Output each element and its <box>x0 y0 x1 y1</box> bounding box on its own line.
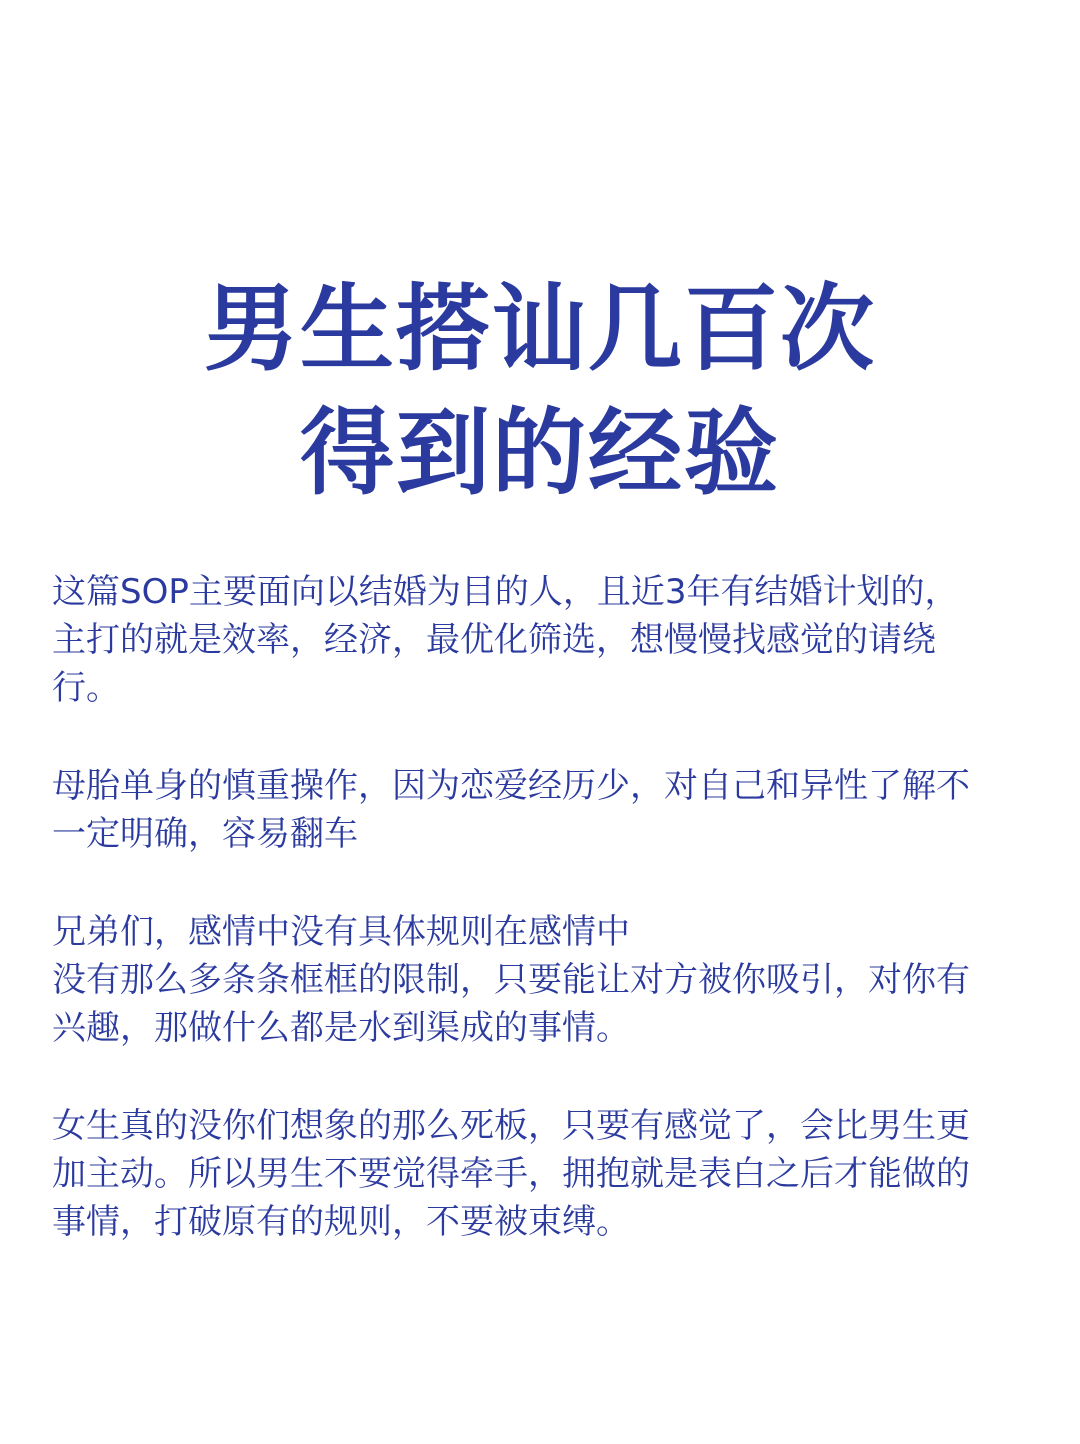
paragraph-line: 女生真的没你们想象的那么死板，只要有感觉了，会比男生更 <box>52 1106 970 1146</box>
paragraph-line: 兴趣，那做什么都是水到渠成的事情。 <box>52 1008 630 1048</box>
paragraph-line: 行。 <box>52 668 120 708</box>
paragraph-line: 没有那么多条条框框的限制，只要能让对方被你吸引，对你有 <box>52 960 970 1000</box>
paragraph-2 <box>52 762 1032 858</box>
paragraph-line: 事情，打破原有的规则，不要被束缚。 <box>52 1202 630 1242</box>
article-body <box>52 568 1032 1296</box>
paragraph-1 <box>52 568 1032 712</box>
paragraph-line: 一定明确，容易翻车 <box>52 814 358 854</box>
paragraph-line: 兄弟们，感情中没有具体规则在感情中 <box>52 912 630 952</box>
paragraph-line: 主打的就是效率，经济，最优化筛选，想慢慢找感觉的请绕 <box>52 620 936 660</box>
title-line-1: 男生搭讪几百次 <box>203 274 876 384</box>
paragraph-line: 母胎单身的慎重操作，因为恋爱经历少，对自己和异性了解不 <box>52 766 970 806</box>
title-line-2: 得到的经验 <box>299 398 780 508</box>
paragraph-4 <box>52 1102 1032 1246</box>
paragraph-line: 加主动。所以男生不要觉得牵手，拥抱就是表白之后才能做的 <box>52 1154 970 1194</box>
paragraph-line: 这篇SOP主要面向以结婚为目的人，且近3年有结婚计划的， <box>52 572 959 612</box>
paragraph-3 <box>52 908 1032 1052</box>
page-title <box>0 268 1080 516</box>
